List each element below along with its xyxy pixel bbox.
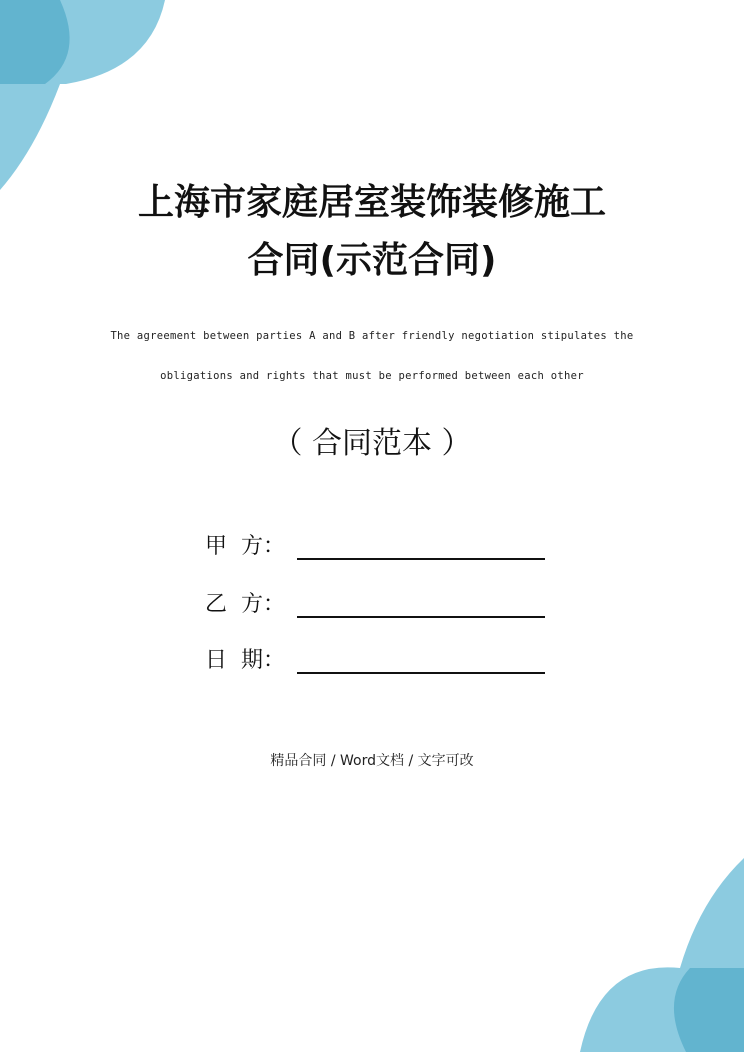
party-a-label: 甲 方：	[205, 534, 285, 559]
party-a-blank-line[interactable]	[297, 532, 545, 560]
date-label: 日 期：	[205, 648, 285, 673]
english-subtitle-line-1: The agreement between parties A and B after friendly negotiation stipulates the	[110, 330, 634, 342]
contract-sample-label: （ 合同范本 ）	[272, 426, 472, 461]
date-field	[205, 640, 545, 674]
contract-title-line-2: 合同(示范合同)	[247, 240, 497, 281]
contract-title-line-1: 上海市家庭居室装饰装修施工	[137, 182, 606, 223]
top-left-arc-shape	[0, 0, 165, 84]
bottom-right-arc-shape	[580, 858, 744, 1052]
english-subtitle-line-2: obligations and rights that must be performed between each other	[160, 370, 584, 382]
bottom-right-circle-shape	[674, 968, 744, 1052]
party-a-field	[205, 526, 545, 560]
footer-note: 精品合同 / Word文档 / 文字可改	[270, 753, 474, 769]
party-b-label: 乙 方：	[205, 592, 285, 617]
top-left-lower-shape	[0, 84, 60, 190]
party-b-blank-line[interactable]	[297, 590, 545, 618]
party-b-field	[205, 584, 545, 618]
top-left-circle-shape	[0, 0, 70, 84]
date-blank-line[interactable]	[297, 646, 545, 674]
